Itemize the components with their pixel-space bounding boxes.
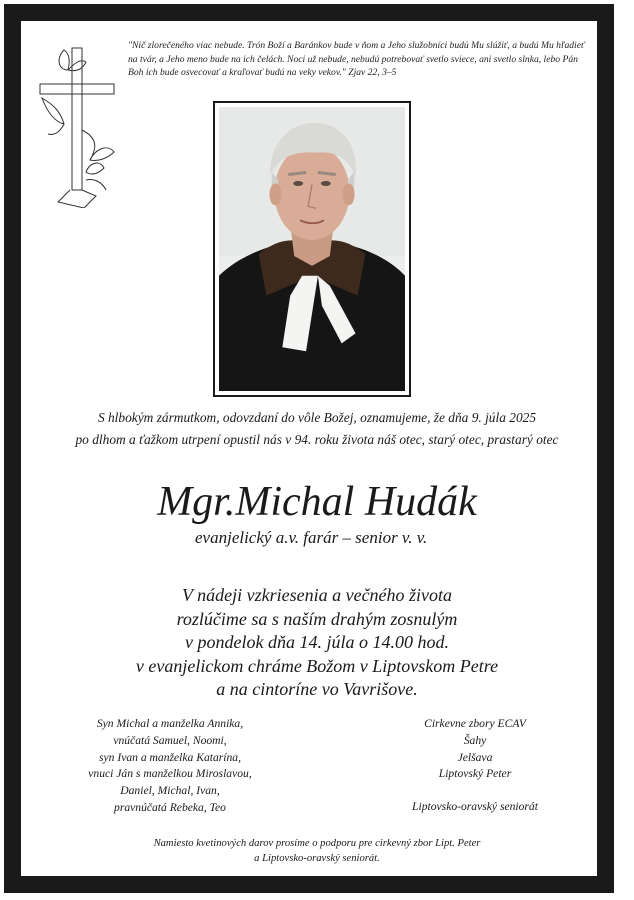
church-line: Cirkevne zbory ECAV [424, 717, 526, 730]
family-line: vnuci Ján s manželkou Miroslavou, [88, 767, 252, 781]
seniorate-line: Liptovsko-oravský seniorát [412, 800, 538, 814]
deceased-name: Mgr.Michal Hudák [157, 479, 477, 525]
family-mourners [60, 716, 280, 817]
church-mourners [385, 716, 565, 816]
family-line: syn Ivan a manželka Katarína, [98, 750, 241, 764]
funeral-line: v pondelok dňa 14. júla o 14.00 hod. [185, 632, 449, 652]
donation-note-line-2: a Liptovsko-oravský seniorát. [254, 853, 380, 864]
church-line: Šahy [463, 733, 487, 747]
family-line: vnúčatá Samuel, Noomi, [113, 733, 227, 747]
family-line: Syn Michal a manželka Annika, [96, 717, 244, 730]
portrait-image [219, 107, 405, 391]
announcement-line-2: po dlhom a ťažkom utrpení opustil nás v 94. roku života náš otec, starý otec, prastarý otec [75, 432, 559, 447]
funeral-line: v evanjelickom chráme Božom v Liptovskom Petre [135, 655, 499, 676]
scripture-quote: "Nič zlorečeného viac nebude. Trón Boží a Baránkov bude v ňom a Jeho služobníci budú Mu slúžiť, a budú Mu hľadieť na tvár, a Jeho meno bude na ich čelách. Noci už nebude, nebudú potrebovať svetlo sviece, ani svetlo slnka, lebo Pán Boh ich bude osvecovať a kraľovať budú na veky vekov." Zjav 22, 3–5 [128, 40, 585, 78]
funeral-line: rozlúčime sa s naším drahým zosnulým [176, 608, 458, 629]
family-line: pravnúčatá Rebeka, Teo [114, 800, 226, 814]
funeral-line: a na cintoríne vo Vavrišove. [216, 679, 418, 699]
donation-note [0, 836, 634, 866]
donation-note-line-1: Namiesto kvetinových darov prosíme o podporu pre cirkevný zbor Lipt. Peter [153, 838, 481, 849]
announcement-line-1: S hlbokým zármutkom, odovzdaní do vôle Božej, oznamujeme, že dňa 9. júla 2025 [97, 410, 537, 425]
church-line: Jelšava [457, 750, 493, 764]
funeral-line: V nádeji vzkriesenia a večného života [181, 585, 453, 605]
portrait-photo [213, 101, 411, 397]
family-line: Daniel, Michal, Ivan, [120, 784, 220, 798]
deceased-title: evanjelický a.v. farár – senior v. v. [195, 528, 428, 547]
church-line: Liptovský Peter [438, 767, 512, 781]
funeral-info [0, 584, 634, 702]
cross-lily-icon [34, 40, 120, 208]
